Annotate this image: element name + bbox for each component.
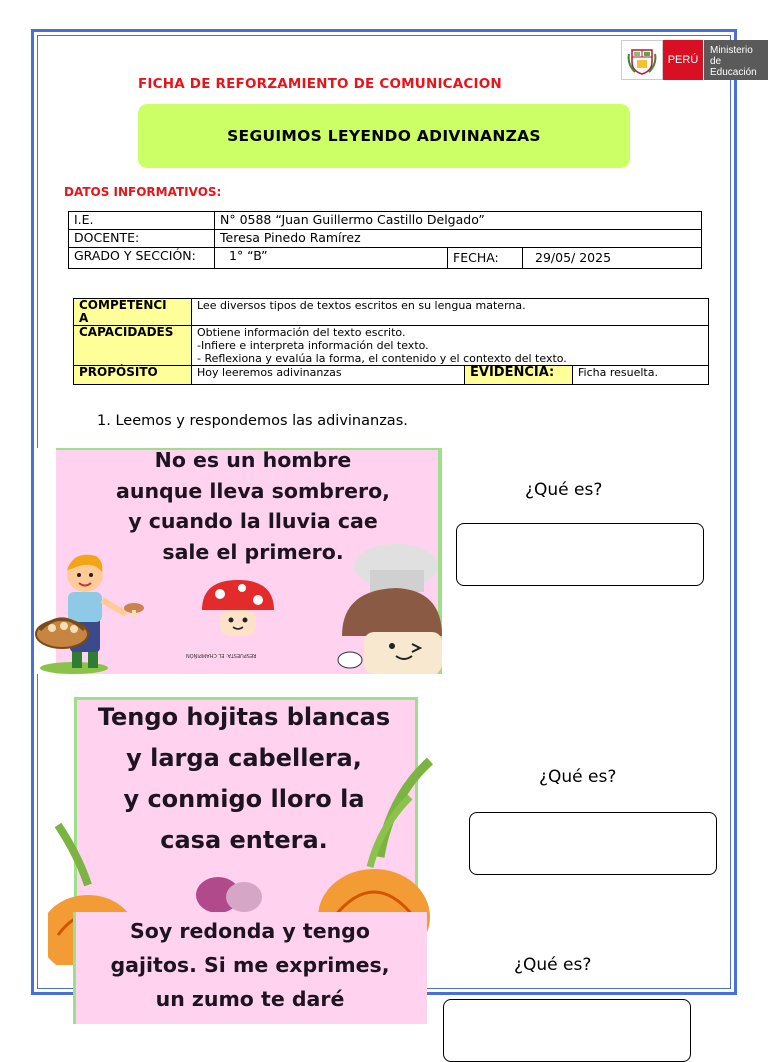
question-3: ¿Qué es? bbox=[514, 955, 592, 975]
riddle-line: y conmigo lloro la bbox=[123, 785, 365, 813]
red-mushroom-illustration bbox=[198, 578, 278, 638]
riddle-card-3 bbox=[73, 912, 427, 1024]
datos-informativos-label: DATOS INFORMATIVOS: bbox=[64, 185, 222, 199]
grado-value: 1° “B” bbox=[215, 248, 448, 269]
table-row bbox=[74, 326, 709, 366]
peru-label: PERÚ bbox=[663, 40, 703, 80]
docente-label: DOCENTE: bbox=[69, 230, 215, 248]
competencia-value: Lee diversos tipos de textos escritos en su lengua materna. bbox=[192, 299, 709, 326]
fecha-label: FECHA: bbox=[448, 248, 523, 269]
instruction-text: 1. Leemos y respondemos las adivinanzas. bbox=[97, 413, 408, 429]
riddle-card-1 bbox=[34, 448, 442, 674]
boy-illustration bbox=[34, 538, 164, 674]
ministry-line-2: de Educación bbox=[710, 56, 757, 78]
capacidad-item: -Infiere e interpreta información del texto. bbox=[197, 339, 429, 352]
riddle-3-text bbox=[73, 914, 427, 1016]
riddle-line: y larga cabellera, bbox=[126, 744, 362, 772]
competencia-label-line-2: A bbox=[79, 311, 89, 325]
chef-mushroom-illustration bbox=[334, 540, 442, 674]
ministry-line-1: Ministerio bbox=[710, 45, 753, 56]
question-2: ¿Qué es? bbox=[539, 767, 617, 787]
coat-of-arms-icon bbox=[621, 40, 663, 80]
sheet-title: FICHA DE REFORZAMIENTO DE COMUNICACION bbox=[138, 76, 502, 92]
table-row bbox=[69, 212, 702, 230]
garlic-illustration bbox=[192, 865, 272, 915]
table-row bbox=[74, 366, 709, 385]
ministry-label bbox=[703, 40, 768, 80]
answer-box-2[interactable] bbox=[469, 812, 717, 875]
riddle-line: Tengo hojitas blancas bbox=[97, 703, 391, 731]
grado-label: GRADO Y SECCIÓN: bbox=[69, 248, 215, 269]
fecha-value: 29/05/ 2025 bbox=[523, 248, 702, 269]
riddle-line: Soy redonda y tengo bbox=[130, 919, 370, 943]
info-table bbox=[68, 211, 702, 269]
answer-box-1[interactable] bbox=[456, 523, 704, 586]
riddle-line: casa entera. bbox=[160, 826, 328, 854]
riddle-line: No es un hombre bbox=[154, 448, 352, 472]
ie-value: N° 0588 “Juan Guillermo Castillo Delgado” bbox=[215, 212, 702, 230]
competencia-label-line-1: COMPETENCI bbox=[79, 298, 167, 312]
capacidad-item: Obtiene información del texto escrito. bbox=[197, 326, 406, 339]
riddle-line: gajitos. Si me exprimes, bbox=[110, 953, 390, 977]
capacidades-label: CAPACIDADES bbox=[74, 326, 192, 366]
riddle-line: un zumo te daré bbox=[155, 987, 345, 1011]
riddle-line: aunque lleva sombrero, bbox=[116, 478, 390, 503]
banner-title: SEGUIMOS LEYENDO ADIVINANZAS bbox=[138, 104, 630, 168]
competencias-table bbox=[73, 298, 709, 385]
riddle-1-answer-caption: RESPUESTA: EL CHAMPIÑÓN bbox=[186, 652, 257, 658]
riddle-line: sale el primero. bbox=[162, 539, 344, 564]
table-row bbox=[69, 230, 702, 248]
ie-label: I.E. bbox=[69, 212, 215, 230]
evidencia-value: Ficha resuelta. bbox=[573, 366, 709, 385]
capacidad-item: - Reflexiona y evalúa la forma, el contenido y el contexto del texto. bbox=[197, 352, 567, 365]
table-row bbox=[69, 248, 702, 269]
question-1: ¿Qué es? bbox=[525, 480, 603, 500]
proposito-value: Hoy leeremos adivinanzas bbox=[192, 366, 465, 385]
docente-value: Teresa Pinedo Ramírez bbox=[215, 230, 702, 248]
minedu-logo bbox=[621, 40, 768, 80]
table-row bbox=[74, 299, 709, 326]
capacidades-value bbox=[192, 326, 709, 366]
answer-box-3[interactable] bbox=[443, 999, 691, 1062]
evidencia-label: EVIDENCIA: bbox=[465, 366, 573, 385]
proposito-label: PROPÓSITO bbox=[74, 366, 192, 385]
riddle-line: y cuando la lluvia cae bbox=[128, 509, 378, 533]
competencia-label bbox=[74, 299, 192, 326]
